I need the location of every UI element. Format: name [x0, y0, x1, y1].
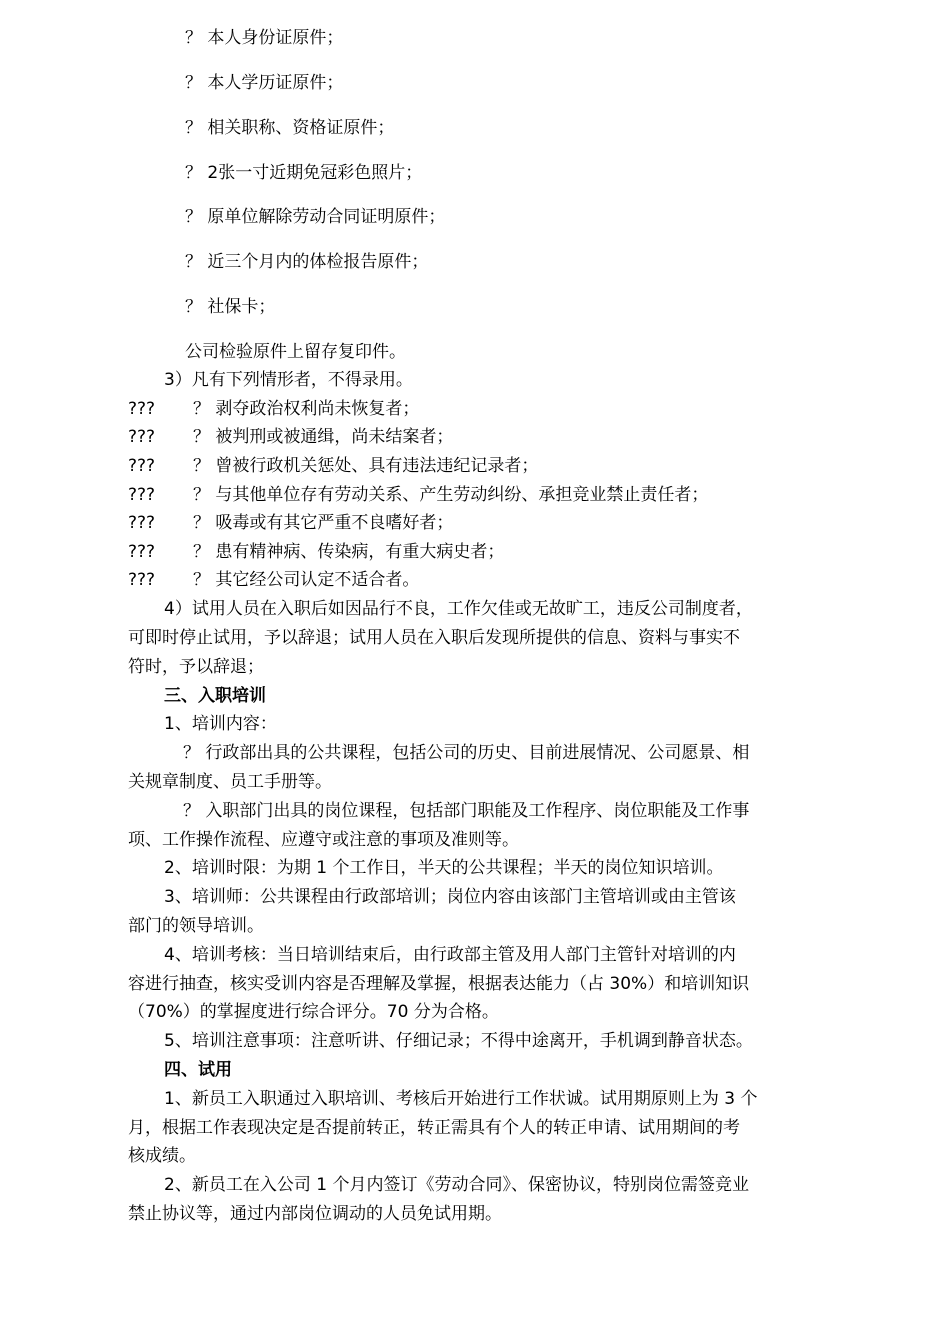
training-dept-line: ？ 入职部门出具的岗位课程，包括部门职能及工作程序、岗位职能及工作事 [183, 801, 750, 821]
docs-note: 公司检验原件上留存复印件。 [185, 342, 406, 362]
section4-title: 四、试用 [164, 1060, 232, 1080]
exclusion-text: ？ 被判刑或被通缉，尚未结案者； [193, 427, 454, 447]
exclusion-row [0, 426, 950, 448]
exclusion-prefix: ??? [128, 570, 156, 590]
exclusion-prefix: ??? [128, 456, 156, 476]
exclusion-prefix: ??? [128, 427, 156, 447]
exclusion-text: ？ 患有精神病、传染病，有重大病史者； [193, 542, 505, 562]
training-public-line: ？ 行政部出具的公共课程，包括公司的历史、目前进展情况、公司愿景、相 [183, 743, 750, 763]
training-teacher-line: 3、培训师：公共课程由行政部培训；岗位内容由该部门主管培训或由主管该 [164, 887, 736, 907]
docs-list-item: ？ 本人学历证原件； [185, 73, 344, 93]
exclusion-text: ？ 吸毒或有其它严重不良嗜好者； [193, 513, 454, 533]
probation-1-line: 核成绩。 [128, 1146, 196, 1166]
exclusion-row [0, 398, 950, 420]
item4-line: 符时，予以辞退； [128, 657, 264, 677]
exclusion-row [0, 569, 950, 591]
docs-list-item: ？ 本人身份证原件； [185, 28, 344, 48]
exclusion-text: ？ 剥夺政治权利尚未恢复者； [193, 399, 420, 419]
exclusion-prefix: ??? [128, 485, 156, 505]
exclusion-prefix: ??? [128, 399, 156, 419]
exclusion-prefix: ??? [128, 513, 156, 533]
exclusion-row [0, 484, 950, 506]
item4-line: 可即时停止试用，予以辞退；试用人员在入职后发现所提供的信息、资料与事实不 [128, 628, 740, 648]
probation-1-line: 1、新员工入职通过入职培训、考核后开始进行工作状诚。试用期原则上为 3 个 [164, 1089, 758, 1109]
exclusion-row [0, 541, 950, 563]
exclusion-text: ？ 与其他单位存有劳动关系、产生劳动纠纷、承担竞业禁止责任者； [193, 485, 709, 505]
docs-list-item: ？ 相关职称、资格证原件； [185, 118, 395, 138]
exclusion-row [0, 455, 950, 477]
exclusion-row [0, 512, 950, 534]
docs-list-item: ？ 近三个月内的体检报告原件； [185, 252, 429, 272]
training-public-line: 关规章制度、员工手册等。 [128, 772, 332, 792]
section3-title: 三、入职培训 [164, 686, 266, 706]
docs-list-item: ？ 原单位解除劳动合同证明原件； [185, 207, 446, 227]
training-notes: 5、培训注意事项：注意听讲、仔细记录；不得中途离开，手机调到静音状态。 [164, 1031, 753, 1051]
training-assessment-line: 4、培训考核：当日培训结束后，由行政部主管及用人部门主管针对培训的内 [164, 945, 736, 965]
exclusion-prefix: ??? [128, 542, 156, 562]
probation-2-line: 2、新员工在入公司 1 个月内签订《劳动合同》、保密协议，特别岗位需签竞业 [164, 1175, 749, 1195]
item4-line: 4）试用人员在入职后如因品行不良，工作欠佳或无故旷工，违反公司制度者， [164, 599, 753, 619]
training-assessment-line: （70%）的掌握度进行综合评分。70 分为合格。 [128, 1002, 499, 1022]
probation-2-line: 禁止协议等，通过内部岗位调动的人员免试用期。 [128, 1204, 502, 1224]
docs-list-item: ？ 社保卡； [185, 297, 276, 317]
exclusion-text: ？ 其它经公司认定不适合者。 [193, 570, 420, 590]
exclusion-text: ？ 曾被行政机关惩处、具有违法违纪记录者； [193, 456, 539, 476]
training-assessment-line: 容进行抽查，核实受训内容是否理解及掌握，根据表达能力（占 30%）和培训知识 [128, 974, 750, 994]
item3-heading: 3）凡有下列情形者，不得录用。 [164, 370, 413, 390]
probation-1-line: 月，根据工作表现决定是否提前转正，转正需具有个人的转正申请、试用期间的考 [128, 1118, 740, 1138]
training-content-label: 1、培训内容： [164, 714, 277, 734]
training-dept-line: 项、工作操作流程、应遵守或注意的事项及准则等。 [128, 830, 519, 850]
training-duration: 2、培训时限：为期 1 个工作日，半天的公共课程；半天的岗位知识培训。 [164, 858, 724, 878]
docs-list-item: ？ 2张一寸近期免冠彩色照片； [185, 163, 423, 183]
training-teacher-line: 部门的领导培训。 [128, 916, 264, 936]
